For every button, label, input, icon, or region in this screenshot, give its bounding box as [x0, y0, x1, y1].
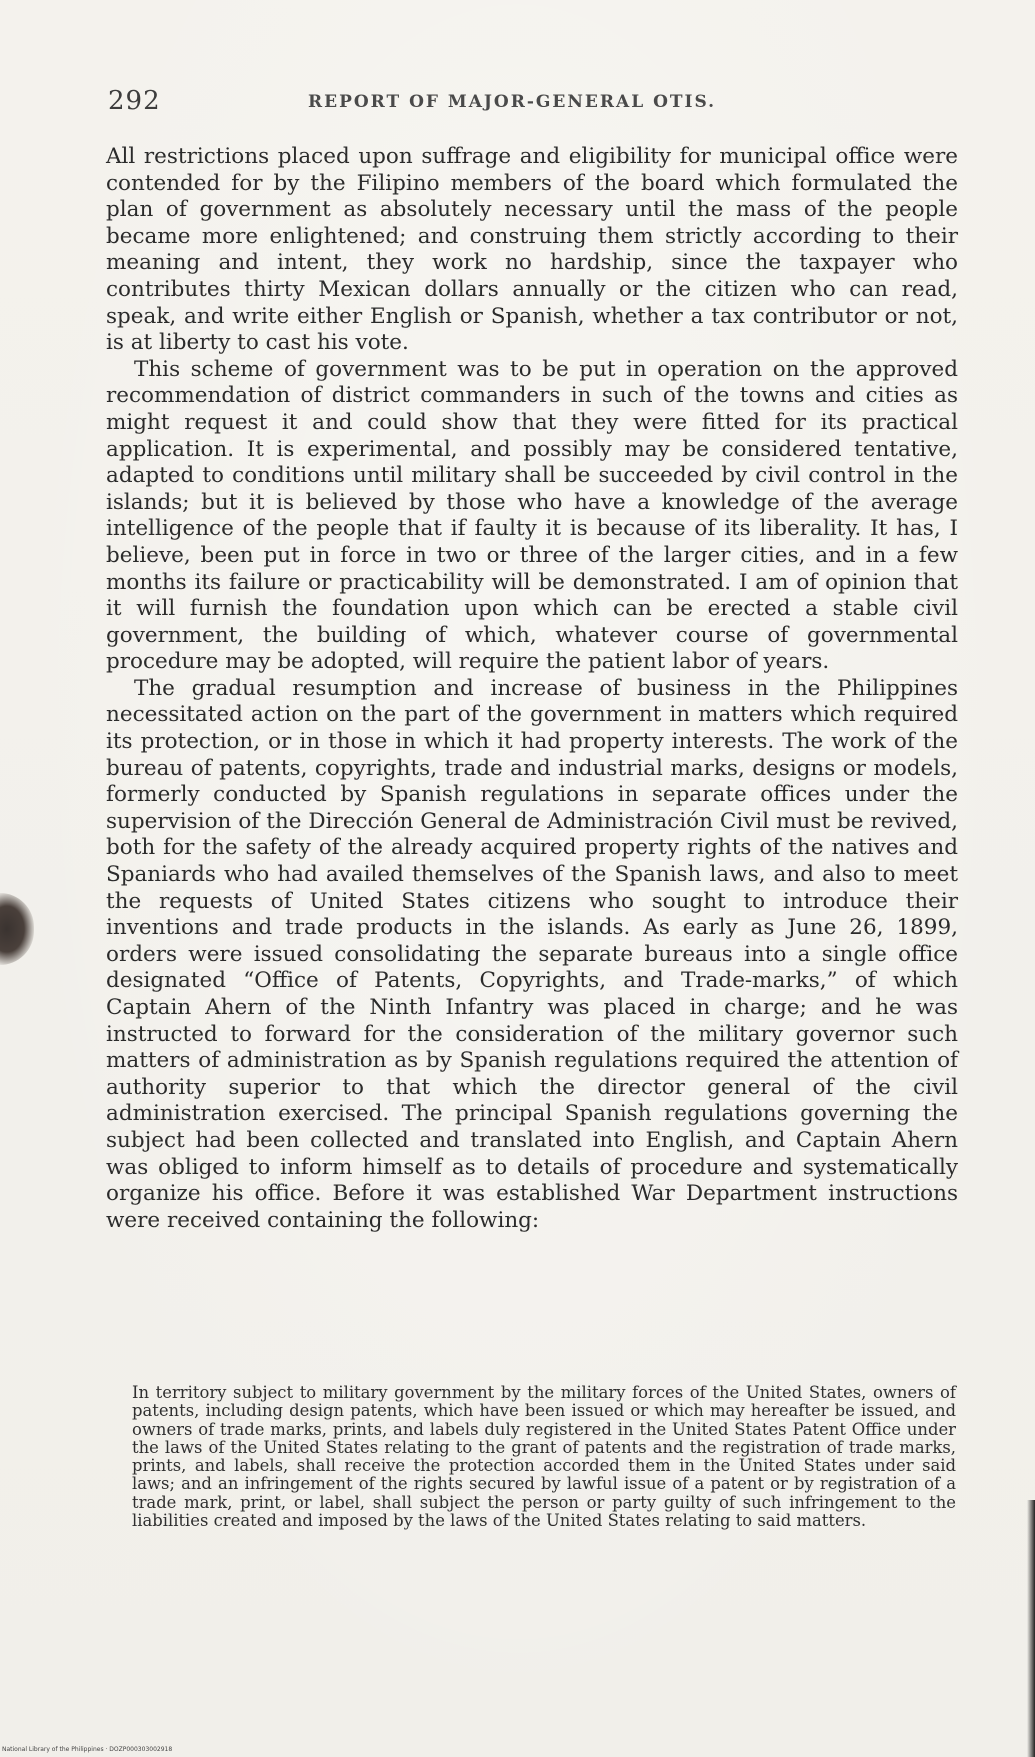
scan-credit: National Library of the Philippines · DOZP000303002918 — [2, 1746, 173, 1753]
paragraph: The gradual resumption and increase of business in the Philippines necessitated action on the part of the government in matters which required its protection, or in those in which it had property interests. The work of the bureau of patents, copyrights, trade and industrial marks, designs or models, formerly conducted by Spanish regulations in separate offices under the supervision of the Dirección General de Administración Civil must be revived, both for the safety of the already acquired property rights of the natives and Spaniards who had availed themselves of the Spanish laws, and also to meet the requests of United States citizens who sought to introduce their inventions and trade products in the islands. As early as June 26, 1899, orders were issued consolidating the separate bureaus into a single office designated “Office of Patents, Copyrights, and Trade-marks,” of which Captain Ahern of the Ninth Infantry was placed in charge; and he was instructed to forward for the consideration of the military governor such matters of administration as by Spanish regulations required the attention of authority superior to that which the director general of the civil administration exercised. The principal Spanish regulations governing the subject had been collected and translated into English, and Captain Ahern was obliged to inform himself as to details of procedure and systematically organize his office. Before it was established War Department instructions were received containing the following: — [106, 675, 958, 1233]
page-header — [108, 86, 956, 120]
binding-shadow — [0, 893, 34, 965]
page-number: 292 — [108, 86, 161, 116]
paragraph: This scheme of government was to be put in operation on the approved recommendation of district commanders in such of the towns and cities as might request it and could show that they were fitted for its practical application. It is experimental, and possibly may be considered tentative, adapted to conditions until military shall be succeeded by civil control in the islands; but it is believed by those who have a knowledge of the average intelligence of the people that if faulty it is because of its liberality. It has, I believe, been put in force in two or three of the larger cities, and in a few months its failure or practicability will be demonstrated. I am of opinion that it will furnish the foundation upon which can be erected a stable civil government, the building of which, whatever course of governmental procedure may be adopted, will require the patient labor of years. — [106, 356, 958, 675]
quote-text: In territory subject to military government by the military forces of the United States, owners of patents, including design patents, which have been issued or which may hereafter be issued, and owners of trade marks, prints, and labels duly registered in the United States Patent Office under the laws of the United States relating to the grant of patents and the registration of trade marks, prints, and labels, shall receive the protection accorded them in the United States under said laws; and an infringement of the rights secured by lawful issue of a patent or by registration of a trade mark, print, or label, shall subject the person or party guilty of such infringement to the liabilities created and imposed by the laws of the United States relating to said matters. — [132, 1383, 956, 1531]
page-edge-shadow — [1027, 1500, 1035, 1757]
block-quote — [132, 1384, 956, 1530]
body-text — [106, 144, 958, 1234]
paragraph: All restrictions placed upon suffrage and eligibility for municipal office were contended for by the Filipino members of the board which formulated the plan of government as absolutely necessary until the mass of the people became more enlightened; and construing them strictly according to their meaning and intent, they work no hardship, since the taxpayer who contributes thirty Mexican dollars annually or the citizen who can read, speak, and write either English or Spanish, whether a tax contributor or not, is at liberty to cast his vote. — [106, 144, 958, 356]
running-head: REPORT OF MAJOR-GENERAL OTIS. — [308, 92, 717, 112]
